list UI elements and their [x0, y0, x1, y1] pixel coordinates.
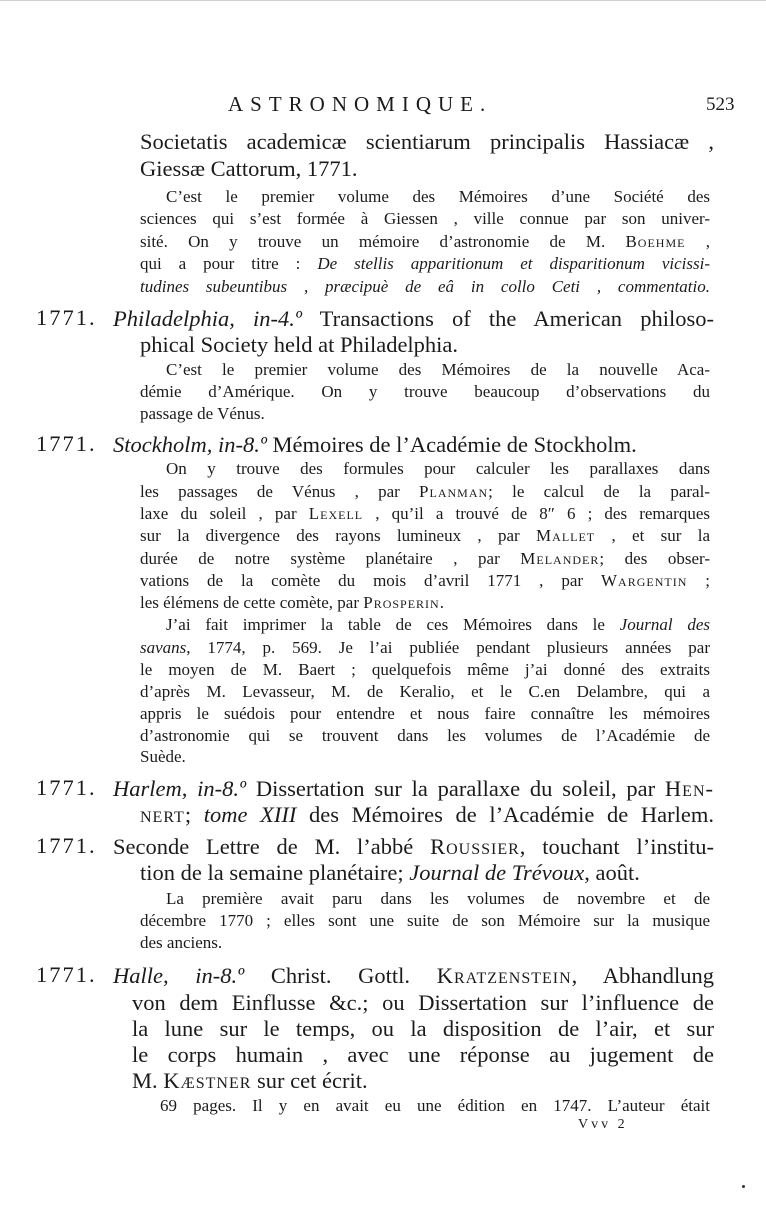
entry4-year: 1771.: [36, 833, 97, 858]
entry2-comment-line-2: les passages de Vénus , par Planman; le calcul de la paral-: [140, 482, 710, 501]
entry5-title-line-4: le corps humain , avec une réponse au jugement de: [132, 1042, 714, 1067]
entry2-note-line-1: J’ai fait imprimer la table de ces Mémoires dans le Journal des: [166, 615, 710, 634]
entry0-comment-line-5: tudines subeuntibus , præcipuè de eâ in collo Ceti , commentatio.: [140, 277, 710, 296]
entry3-title-line-1: Harlem, in-8.º Dissertation sur la parallaxe du soleil, par Hen-: [113, 776, 714, 801]
margin-speck: [742, 1185, 745, 1188]
entry3-title-line-2: nert; tome XIII des Mémoires de l’Académie de Harlem.: [140, 802, 714, 827]
entry4-comment-line-2: décembre 1770 ; elles sont une suite de son Mémoire sur la musique: [140, 911, 710, 930]
page-header: [0, 92, 766, 122]
entry5-place: Halle, in-8.º: [113, 963, 245, 988]
entry3-place: Harlem, in-8.º: [113, 776, 247, 801]
entry2-comment-line-4: sur la divergence des rayons lumineux , par Mallet , et sur la: [140, 526, 710, 545]
entry2-comment-line-3: laxe du soleil , par Lexell , qu’il a trouvé de 8″ 6 ; des remarques: [140, 504, 710, 523]
entry0-title-line-2: Giessæ Cattorum, 1771.: [140, 156, 358, 181]
entry5-title-line-2: von dem Einflusse &c.; ou Dissertation sur l’influence de: [132, 990, 714, 1015]
entry2-note-line-5: appris le suédois pour entendre et nous faire connaître les mémoires: [140, 704, 710, 723]
entry4-comment-line-3: des anciens.: [140, 933, 223, 952]
entry1-title-line-2: phical Society held at Philadelphia.: [140, 332, 459, 357]
entry1-comment-line-1: C’est le premier volume des Mémoires de la nouvelle Aca-: [166, 360, 710, 379]
entry2-title-line-1: Stockholm, in-8.º Mémoires de l’Académie de Stockholm.: [113, 432, 637, 457]
entry0-comment-line-2: sciences qui s’est formée à Giessen , ville connue par son univer-: [140, 209, 710, 228]
entry1-title-line-1: Philadelphia, in-4.º Transactions of the American philoso-: [113, 306, 714, 331]
author-boehme: Boehme: [625, 232, 686, 251]
entry5-title-line-1: Halle, in-8.º Christ. Gottl. Kratzenstein, Abhandlung: [113, 963, 714, 988]
entry2-note-line-4: d’après M. Levasseur, M. de Keralio, et le C.en Delambre, qui a: [140, 682, 710, 701]
entry5-title-line-5: M. Kæstner sur cet écrit.: [132, 1068, 368, 1093]
work-title: De stellis apparitionum et disparitionum vicissi-: [317, 254, 710, 273]
entry2-note-line-3: le moyen de M. Baert ; quelquefois même j’ai donné des extraits: [140, 660, 710, 679]
entry0-comment-line-3: sité. On y trouve un mémoire d’astronomie de M. Boehme ,: [140, 232, 710, 251]
entry5-title-line-3: la lune sur le temps, ou la disposition de l’air, et sur: [132, 1016, 714, 1041]
entry0-comment-line-1: C’est le premier volume des Mémoires d’une Société des: [166, 187, 710, 206]
entry1-place: Philadelphia, in-4.º: [113, 306, 302, 331]
page-number: 523: [706, 94, 735, 115]
entry4-title-line-1: Seconde Lettre de M. l’abbé Roussier, touchant l’institu-: [113, 834, 714, 859]
entry4-title-line-2: tion de la semaine planétaire; Journal de Trévoux, août.: [140, 860, 640, 885]
entry2-year: 1771.: [36, 431, 97, 456]
entry1-year: 1771.: [36, 305, 97, 330]
entry1-comment-line-3: passage de Vénus.: [140, 404, 265, 423]
entry2-comment-line-7: les élémens de cette comète, par Prosperin.: [140, 593, 444, 612]
running-title: ASTRONOMIQUE.: [228, 92, 493, 116]
entry2-place: Stockholm, in-8.º: [113, 432, 267, 457]
entry5-year: 1771.: [36, 962, 97, 987]
entry2-comment-line-1: On y trouve des formules pour calculer les parallaxes dans: [166, 459, 710, 478]
entry0-title-line-1: Societatis academicæ scientiarum principalis Hassiacæ ,: [140, 129, 714, 154]
entry2-note-line-2: savans, 1774, p. 569. Je l’ai publiée pendant plusieurs années par: [140, 638, 710, 657]
entry2-note-line-6: d’astronomie qui se trouvent dans les volumes de l’Académie de: [140, 726, 710, 745]
signature-mark: Vvv 2: [578, 1117, 628, 1132]
entry0-comment-line-4: qui a pour titre : De stellis apparitionum et disparitionum vicissi-: [140, 254, 710, 273]
entry3-year: 1771.: [36, 775, 97, 800]
entry2-comment-line-6: vations de la comète du mois d’avril 1771 , par Wargentin ;: [140, 571, 710, 590]
top-rule: [0, 0, 766, 1]
entry4-comment-line-1: La première avait paru dans les volumes de novembre et de: [166, 889, 710, 908]
entry1-comment-line-2: démie d’Amérique. On y trouve beaucoup d’observations du: [140, 382, 710, 401]
entry2-comment-line-5: durée de notre système planétaire , par Melander; des obser-: [140, 549, 711, 568]
entry2-note-line-7: Suède.: [140, 747, 186, 766]
entry5-comment-line-1: 69 pages. Il y en avait eu une édition en 1747. L’auteur était: [160, 1096, 710, 1115]
